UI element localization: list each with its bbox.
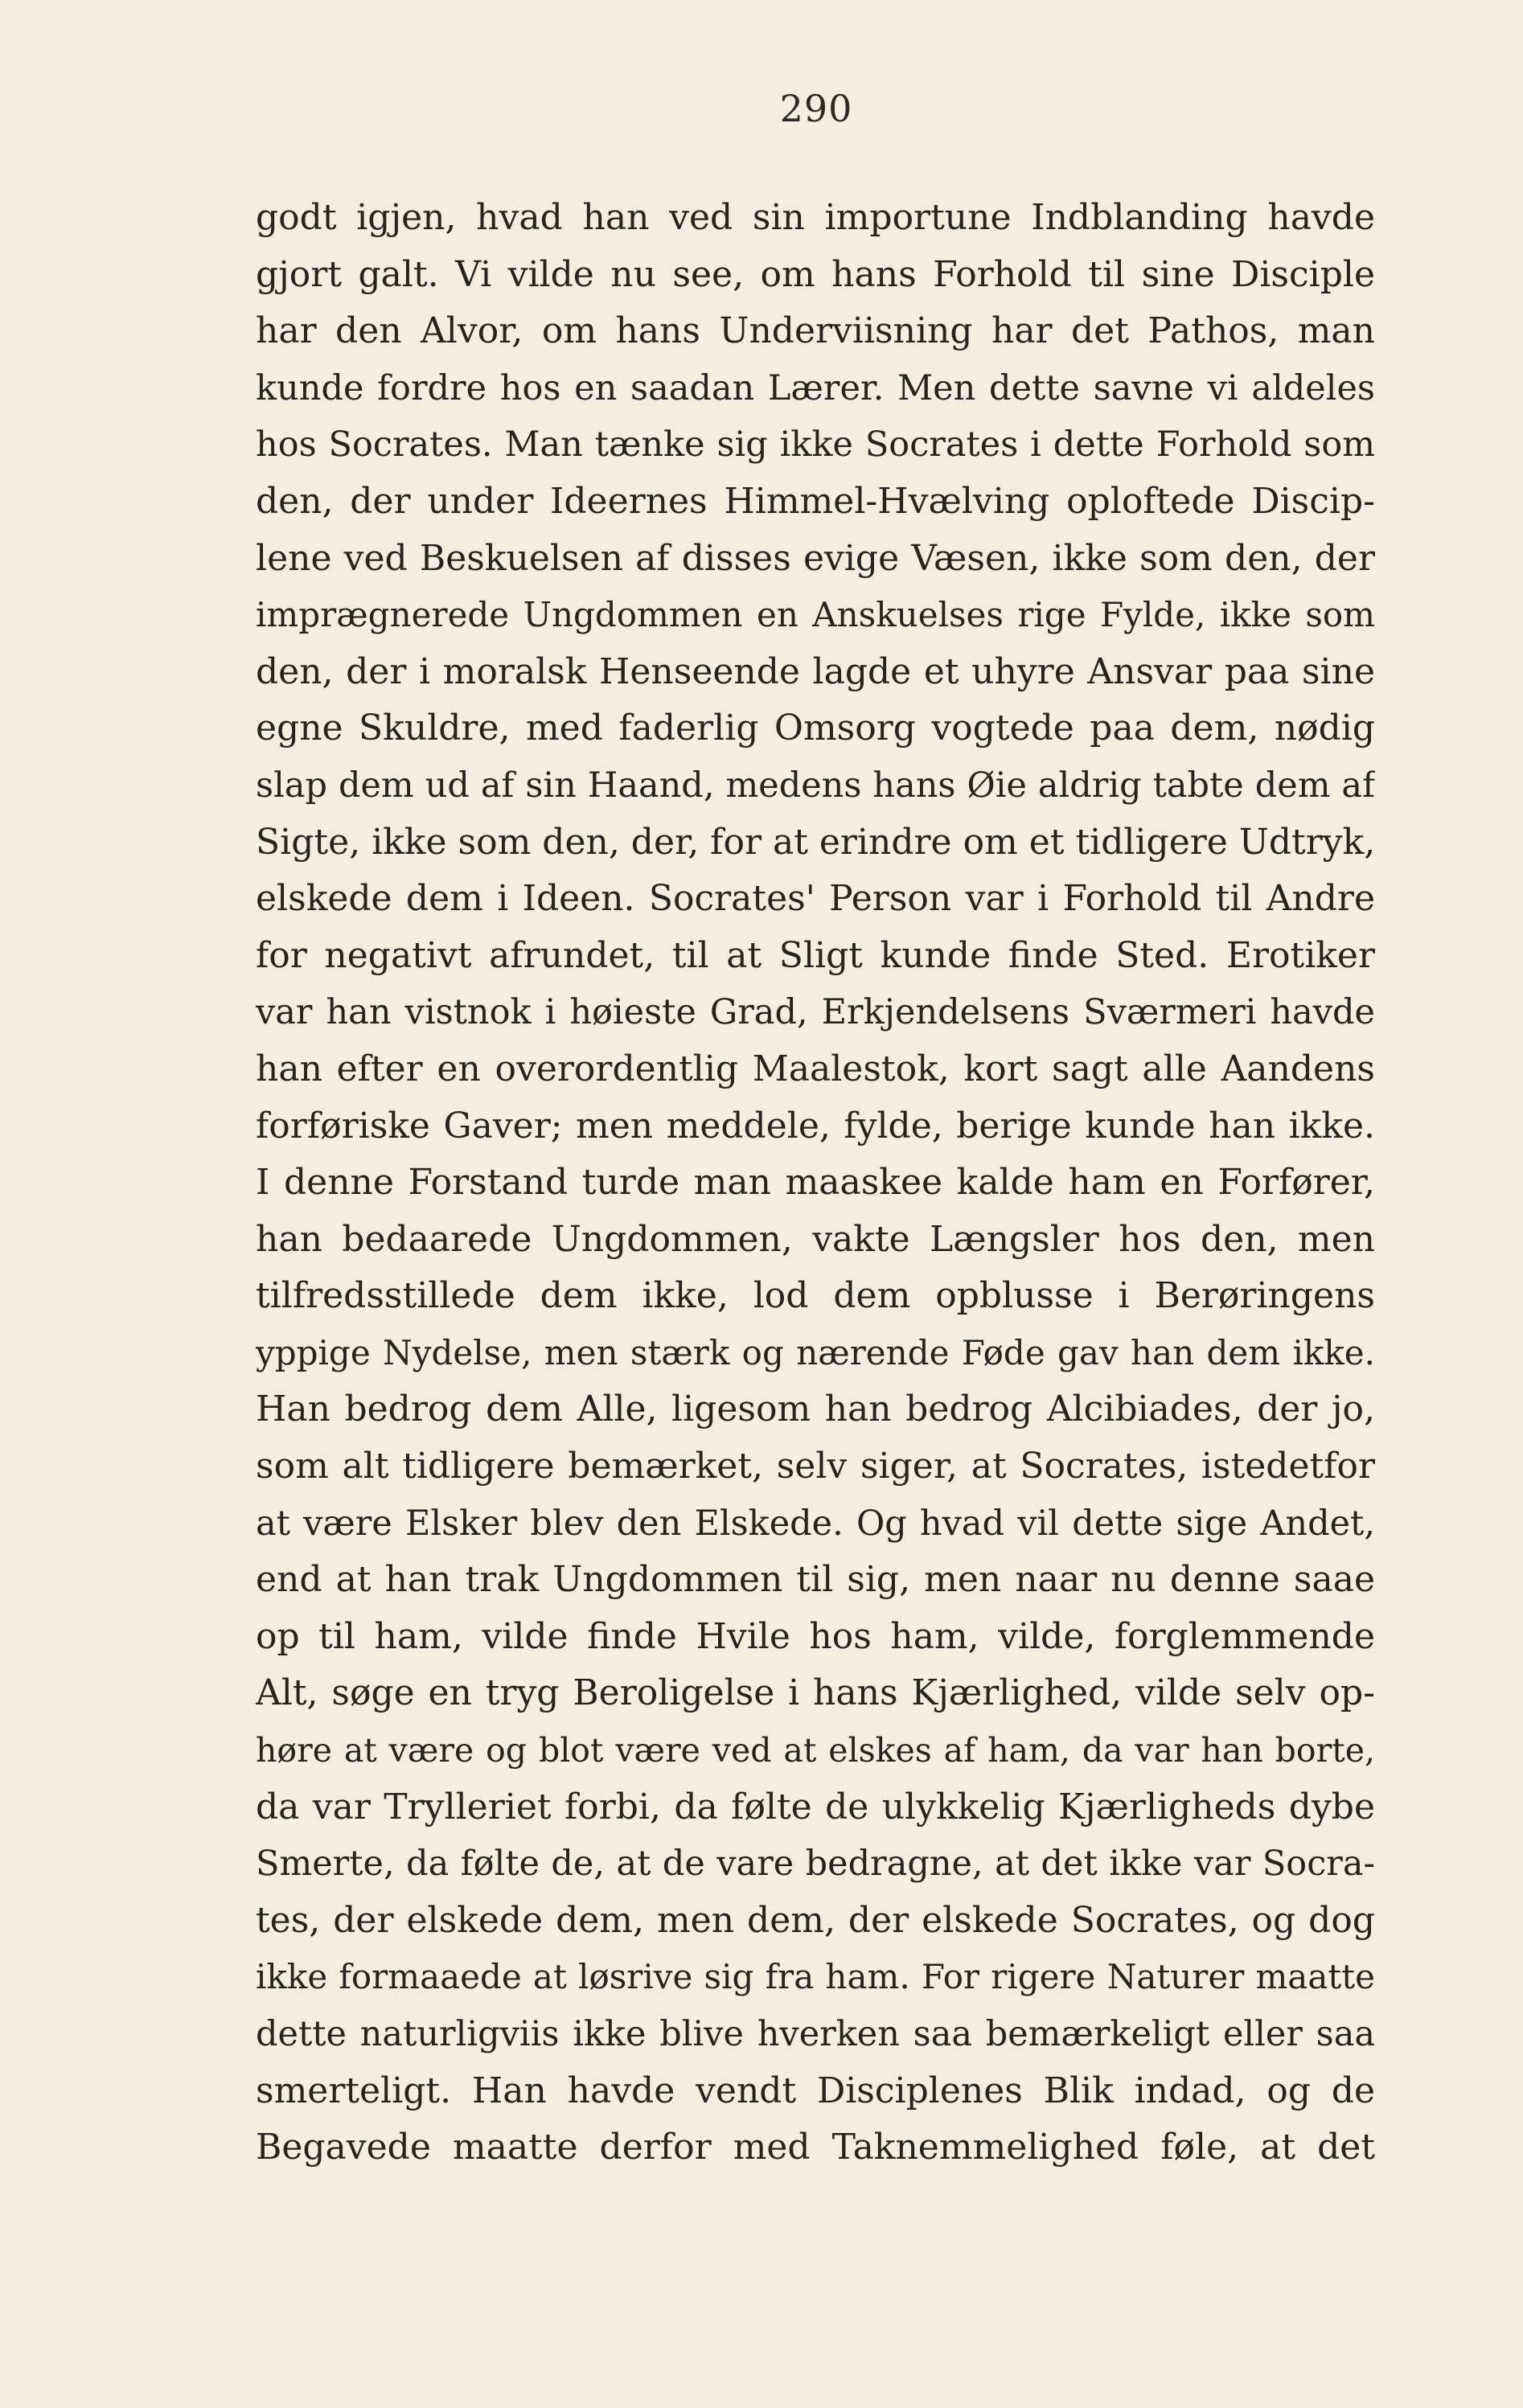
text-line: slap dem ud af sin Haand, medens hans Øie aldrig tabte dem af [256,765,1375,806]
page-number: 290 [779,87,853,130]
text-line: han bedaarede Ungdommen, vakte Længsler hos den, men [256,1218,1375,1260]
text-line: smerteligt. Han havde vendt Disciplenes Blik indad, og de [256,2070,1375,2111]
text-line: han efter en overordentlig Maalestok, kort sagt alle Aandens [256,1048,1375,1089]
text-line: har den Alvor, om hans Underviisning har det Pathos, man [256,310,1375,352]
text-line: egne Skuldre, med faderlig Omsorg vogtede paa dem, nødig [256,708,1375,749]
text-line: op til ham, vilde finde Hvile hos ham, vilde, forglemmende [256,1615,1375,1657]
text-line: elskede dem i Ideen. Socrates' Person var i Forhold til Andre [256,878,1375,920]
text-line: Sigte, ikke som den, der, for at erindre om et tidligere Udtryk, [256,821,1375,863]
text-line: gjort galt. Vi vilde nu see, om hans Forhold til sine Disciple [256,253,1375,295]
text-line: at være Elsker blev den Elskede. Og hvad vil dette sige Andet, [256,1503,1375,1544]
text-line: som alt tidligere bemærket, selv siger, at Socrates, istedetfor [256,1446,1375,1487]
text-line: hos Socrates. Man tænke sig ikke Socrates i dette Forhold som [256,425,1375,466]
text-line: tilfredsstillede dem ikke, lod dem opblusse i Berøringens [256,1275,1375,1317]
text-line: dette naturligviis ikke blive hverken saa bemærkeligt eller saa [256,2014,1375,2054]
text-line: lene ved Beskuelsen af disses evige Væsen, ikke som den, der [256,537,1375,579]
text-line: høre at være og blot være ved at elskes af ham, da var han borte, [256,1731,1375,1770]
text-line: tes, der elskede dem, men dem, der elskede Socrates, og dog [256,1899,1375,1941]
text-line: da var Trylleriet forbi, da følte de ulykkelig Kjærligheds dybe [256,1786,1375,1828]
text-line: den, der i moralsk Henseende lagde et uhyre Ansvar paa sine [256,650,1375,692]
text-line: kunde fordre hos en saadan Lærer. Men dette savne vi aldeles [256,367,1375,408]
text-line: Begavede maatte derfor med Taknemmelighed føle, at det [256,2127,1375,2168]
body-text [256,190,1375,2176]
text-line: Alt, søge en tryg Beroligelse i hans Kjærlighed, vilde selv op- [256,1672,1375,1714]
text-line: forføriske Gaver; men meddele, fylde, berige kunde han ikke. [256,1105,1375,1147]
text-line: imprægnerede Ungdommen en Anskuelses rige Fylde, ikke som [256,595,1375,635]
text-line: yppige Nydelse, men stærk og nærende Føde gav han dem ikke. [256,1332,1375,1372]
text-line: Smerte, da følte de, at de vare bedragne, at det ikke var Socra- [256,1844,1375,1885]
text-line: den, der under Ideernes Himmel-Hvælving oploftede Discip- [256,480,1375,522]
text-line: I denne Forstand turde man maaskee kalde ham en Forfører, [256,1162,1375,1204]
text-line: Han bedrog dem Alle, ligesom han bedrog Alcibiades, der jo, [256,1389,1375,1430]
text-line: end at han trak Ungdommen til sig, men naar nu denne saae [256,1559,1375,1601]
text-line: ikke formaaede at løsrive sig fra ham. For rigere Naturer maatte [256,1957,1375,1997]
text-line: godt igjen, hvad han ved sin importune Indblanding havde [256,197,1375,238]
text-line: var han vistnok i høieste Grad, Erkjendelsens Sværmeri havde [256,992,1375,1033]
text-line: for negativt afrundet, til at Sligt kunde finde Sted. Erotiker [256,934,1375,976]
